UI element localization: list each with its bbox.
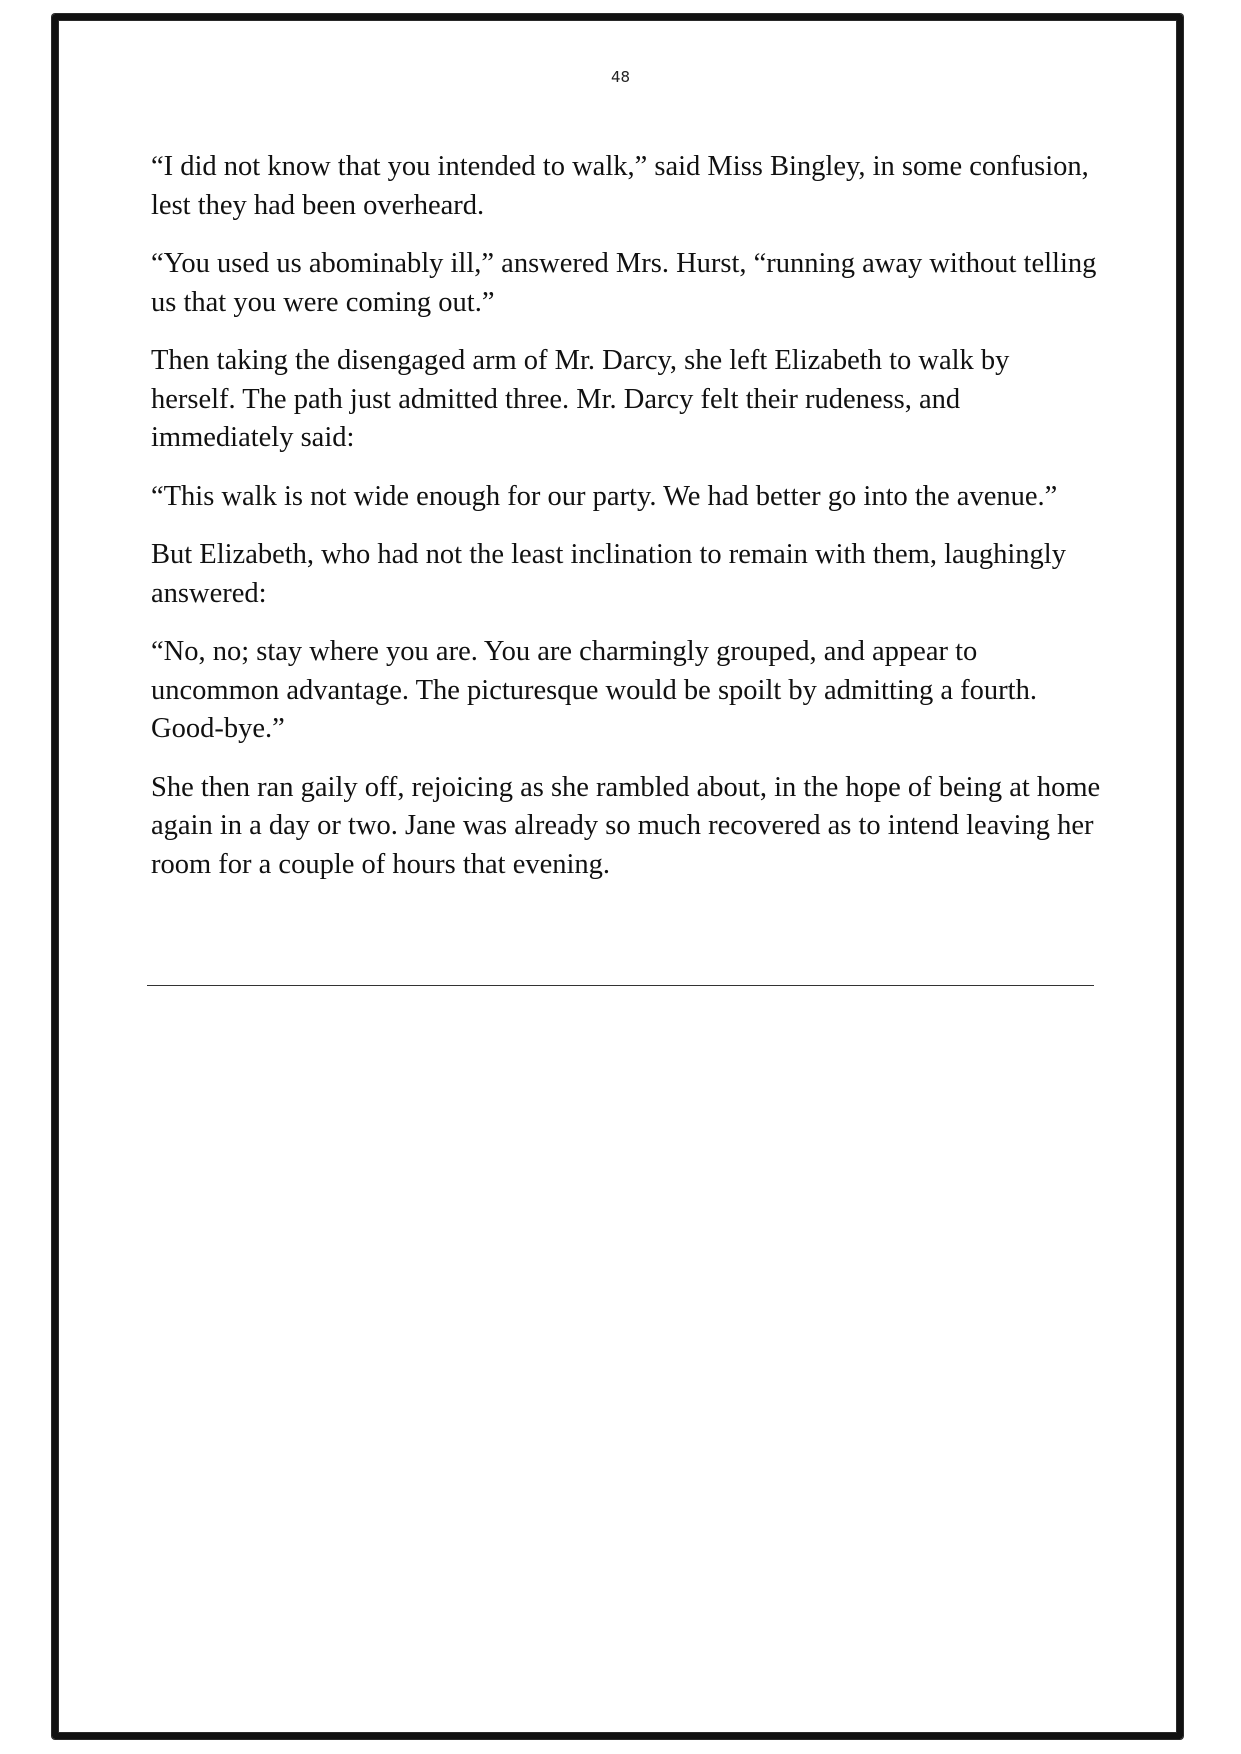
paragraph: Then taking the disengaged arm of Mr. Darcy, she left Elizabeth to walk by herself. The path just admitted three. Mr. Darcy felt their rudeness, and immediately said: <box>151 345 1010 453</box>
section-divider <box>147 985 1094 986</box>
paragraph: “No, no; stay where you are. You are charmingly grouped, and appear to uncommon advantage. The picturesque would be spoilt by admitting a fourth. Good-bye.” <box>151 636 1037 744</box>
paragraph: “This walk is not wide enough for our party. We had better go into the avenue.” <box>151 480 1058 512</box>
body-text <box>151 148 1101 904</box>
paragraph: She then ran gaily off, rejoicing as she rambled about, in the hope of being at home again in a day or two. Jane was already so much recovered as to intend leaving her room for a couple of hours that evening. <box>151 771 1101 880</box>
page-number: 48 <box>610 68 631 86</box>
paragraph: “I did not know that you intended to walk,” said Miss Bingley, in some confusion, lest they had been overheard. <box>151 151 1089 221</box>
paragraph: “You used us abominably ill,” answered Mrs. Hurst, “running away without telling us that you were coming out.” <box>151 248 1097 318</box>
paragraph: But Elizabeth, who had not the least inclination to remain with them, laughingly answered: <box>151 539 1066 609</box>
